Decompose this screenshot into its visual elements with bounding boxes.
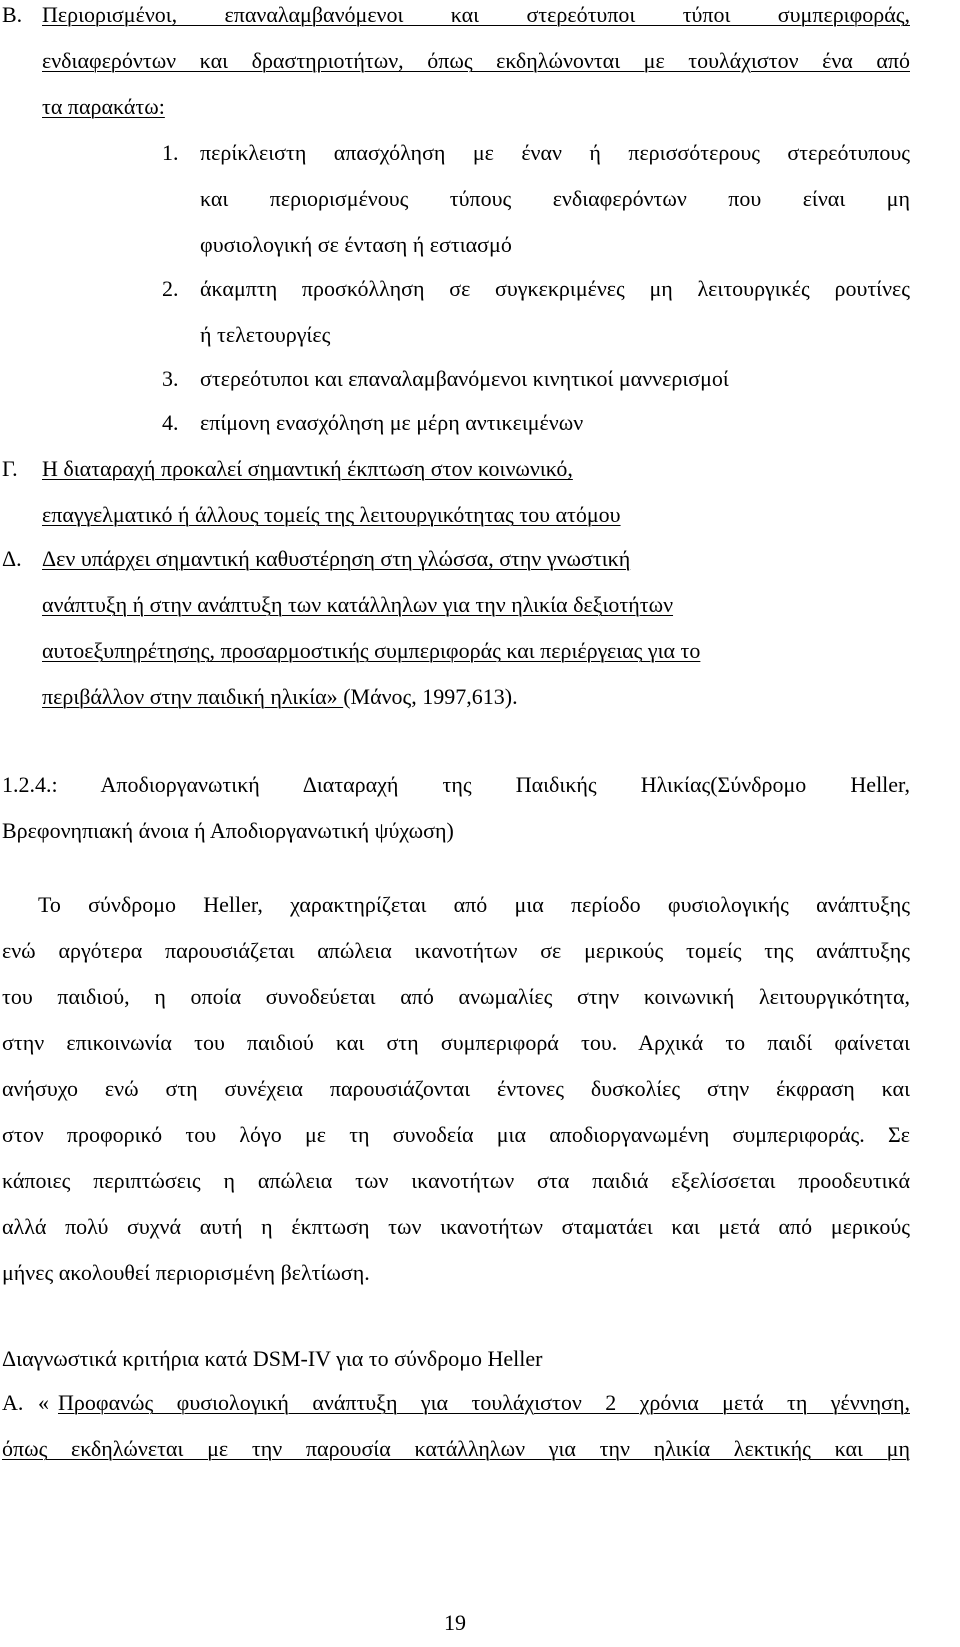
section-d-line-3: αυτοεξυπηρέτησης, προσαρμοστικής συμπεριφοράς και περιέργειας για το [42, 638, 701, 663]
section-g-line-2: επαγγελματικό ή άλλους τομείς της λειτουργικότητας του ατόμου [42, 502, 621, 527]
list-item-2-line-1: άκαμπτη προσκόλληση σε συγκεκριμένες μη λειτουργικές ρουτίνες [200, 276, 910, 301]
section-d-line-2: ανάπτυξη ή στην ανάπτυξη των κατάλληλων για την ηλικία δεξιοτήτων [42, 592, 674, 617]
section-heading-line-1: 1.2.4.: Αποδιοργανωτική Διαταραχή της Παιδικής Ηλικίας(Σύνδρομο Heller, [2, 772, 910, 797]
paragraph-line-1: Το σύνδρομο Heller, χαρακτηρίζεται από μια περίοδο φυσιολογικής ανάπτυξης [38, 892, 910, 917]
list-item-1-number: 1. [162, 140, 179, 165]
section-b-line-1: Περιορισμένοι, επαναλαμβανόμενοι και στερεότυποι τύποι συμπεριφοράς, [42, 2, 910, 27]
paragraph-line-3: του παιδιού, η οποία συνοδεύεται από ανωμαλίες στην κοινωνική λειτουργικότητα, [2, 984, 910, 1009]
list-item-3-line-1: στερεότυποι και επαναλαμβανόμενοι κινητικοί μαννερισμοί [200, 366, 729, 391]
section-d-line-1: Δεν υπάρχει σημαντική καθυστέρηση στη γλώσσα, στην γνωστική [42, 546, 631, 571]
page-number: 19 [444, 1610, 466, 1635]
list-item-1-line-3: φυσιολογική σε ένταση ή εστιασμό [200, 232, 512, 257]
paragraph-line-9: μήνες ακολουθεί περιορισμένη βελτίωση. [2, 1260, 370, 1285]
section-b-label: Β. [2, 2, 23, 27]
criteria-title: Διαγνωστικά κριτήρια κατά DSM-IV για το σύνδρομο Heller [2, 1346, 543, 1371]
list-item-2-number: 2. [162, 276, 179, 301]
section-b-line-3: τα παρακάτω: [42, 94, 165, 119]
section-d-citation: (Μάνος, 1997,613). [343, 684, 518, 709]
paragraph-line-7: κάποιες περιπτώσεις η απώλεια των ικανοτήτων στα παιδιά εξελίσσεται προοδευτικά [2, 1168, 910, 1193]
list-item-4-line-1: επίμονη ενασχόληση με μέρη αντικειμένων [200, 410, 584, 435]
criteria-a-line-1: Προφανώς φυσιολογική ανάπτυξη για τουλάχιστον 2 χρόνια μετά τη γέννηση, [58, 1390, 910, 1415]
list-item-4-number: 4. [162, 410, 179, 435]
paragraph-line-2: ενώ αργότερα παρουσιάζεται απώλεια ικανοτήτων σε μερικούς τομείς της ανάπτυξης [2, 938, 910, 963]
section-g-line-1: Η διαταραχή προκαλεί σημαντική έκπτωση στον κοινωνικό, [42, 456, 573, 481]
criteria-a-line-2: όπως εκδηλώνεται με την παρουσία κατάλληλων για την ηλικία λεκτικής και μη [2, 1436, 910, 1461]
section-d-label: Δ. [2, 546, 22, 571]
criteria-a-quote: « [38, 1390, 49, 1415]
criteria-a-label: Α. [2, 1390, 24, 1415]
paragraph-line-4: στην επικοινωνία του παιδιού και στη συμπεριφορά του. Αρχικά το παιδί φαίνεται [2, 1030, 910, 1055]
section-d-line-4 [42, 684, 518, 710]
list-item-3-number: 3. [162, 366, 179, 391]
paragraph-line-6: στον προφορικό του λόγο με τη συνοδεία μια αποδιοργανωμένη συμπεριφοράς. Σε [2, 1122, 910, 1147]
list-item-1-line-1: περίκλειστη απασχόληση με έναν ή περισσότερους στερεότυπους [200, 140, 910, 165]
section-b-line-2: ενδιαφερόντων και δραστηριοτήτων, όπως εκδηλώνονται με τουλάχιστον ένα από [42, 48, 910, 73]
paragraph-line-5: ανήσυχο ενώ στη συνέχεια παρουσιάζονται έντονες δυσκολίες στην έκφραση και [2, 1076, 910, 1101]
section-heading-line-2: Βρεφονηπιακή άνοια ή Αποδιοργανωτική ψύχωση) [2, 818, 454, 843]
section-d-line-4-text: περιβάλλον στην παιδική ηλικία» [42, 684, 344, 709]
list-item-2-line-2: ή τελετουργίες [200, 322, 331, 347]
paragraph-line-8: αλλά πολύ συχνά αυτή η έκπτωση των ικανοτήτων σταματάει και μετά από μερικούς [2, 1214, 910, 1239]
list-item-1-line-2: και περιορισμένους τύπους ενδιαφερόντων που είναι μη [200, 186, 910, 211]
section-g-label: Γ. [2, 456, 18, 481]
